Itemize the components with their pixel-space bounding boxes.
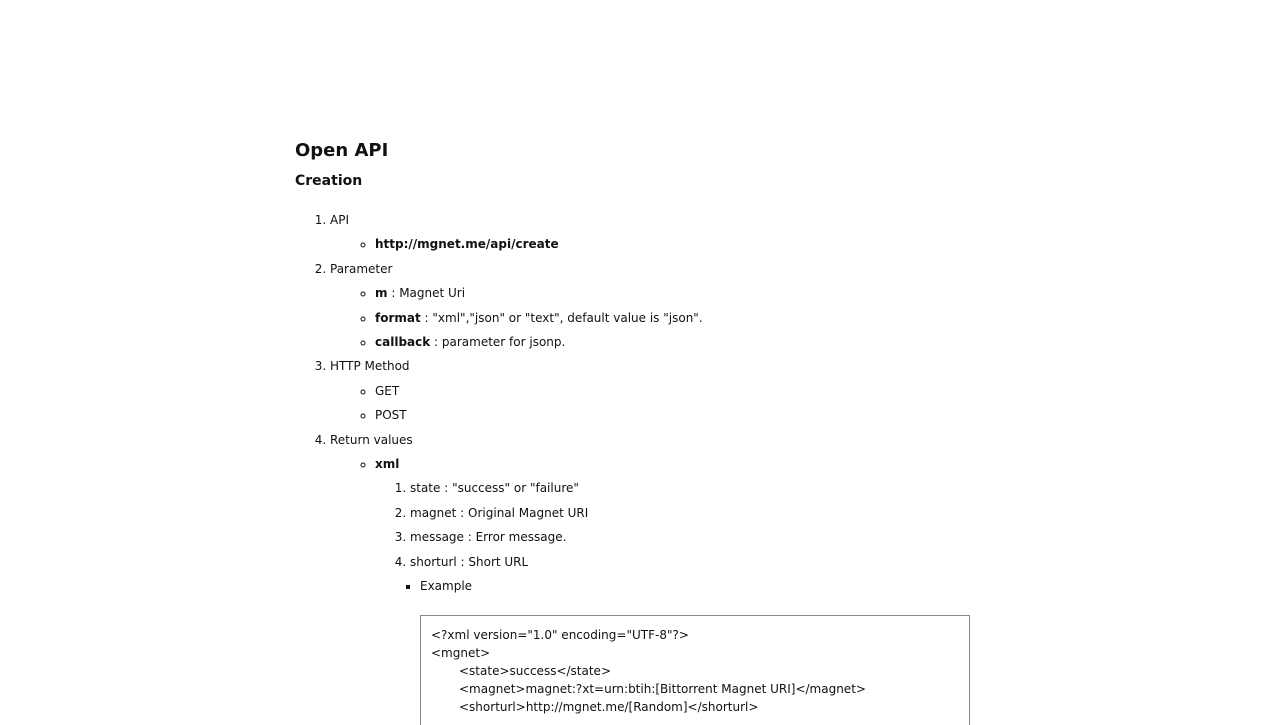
list-item: [375, 379, 995, 403]
param-name: format: [375, 310, 421, 325]
list-item: 3. message : Error message.: [410, 525, 995, 549]
page-title: Open API: [295, 140, 389, 161]
list-item: [375, 306, 995, 330]
example-label: Example: [420, 579, 473, 594]
param-desc: : "xml","json" or "text", default value is "json".: [420, 310, 703, 325]
api-list: [330, 232, 995, 256]
step-label: HTTP Method: [330, 359, 410, 374]
parameter-list: [330, 281, 995, 354]
list-item: 4. shorturl : Short URL: [410, 550, 995, 574]
method-name: POST: [375, 408, 407, 423]
step-parameter: [330, 257, 995, 355]
api-endpoint: http://mgnet.me/api/create: [375, 237, 559, 252]
step-label: Parameter: [330, 261, 393, 276]
step-label: Return values: [330, 432, 413, 447]
method-name: GET: [375, 383, 400, 398]
step-api: [330, 208, 995, 257]
list-item: [375, 330, 995, 354]
list-item: 2. magnet : Original Magnet URI: [410, 501, 995, 525]
example-list: [330, 574, 995, 724]
param-desc: : parameter for jsonp.: [430, 335, 566, 350]
format-name: xml: [375, 457, 400, 472]
list-item: [375, 232, 995, 256]
step-label: API: [330, 213, 349, 227]
step-http-method: [330, 354, 995, 427]
return-format-list: [330, 452, 995, 574]
param-name: callback: [375, 335, 431, 350]
list-item: [375, 452, 995, 574]
code-line: <?xml version="1.0" encoding="UTF-8"?>: [431, 627, 689, 642]
method-list: [330, 379, 995, 428]
code-line: <magnet>magnet:?xt=urn:btih:[Bittorrent Magnet URI]</magnet>: [459, 681, 866, 696]
step-return-values: [330, 428, 995, 725]
code-line: <mgnet>: [431, 645, 491, 660]
code-example: [420, 615, 970, 725]
document: [295, 138, 995, 725]
code-line: <shorturl>http://mgnet.me/[Random]</shorturl>: [459, 699, 759, 714]
list-item: [420, 574, 995, 724]
steps-list: [295, 208, 995, 725]
section-title: Creation: [295, 173, 363, 189]
list-item: [375, 403, 995, 427]
param-desc: : Magnet Uri: [387, 286, 466, 301]
list-item: [375, 281, 995, 305]
code-line: <state>success</state>: [459, 663, 611, 678]
list-item: 1. state : "success" or "failure": [410, 476, 995, 500]
param-name: m: [375, 286, 388, 301]
return-fields-list: [375, 476, 995, 574]
